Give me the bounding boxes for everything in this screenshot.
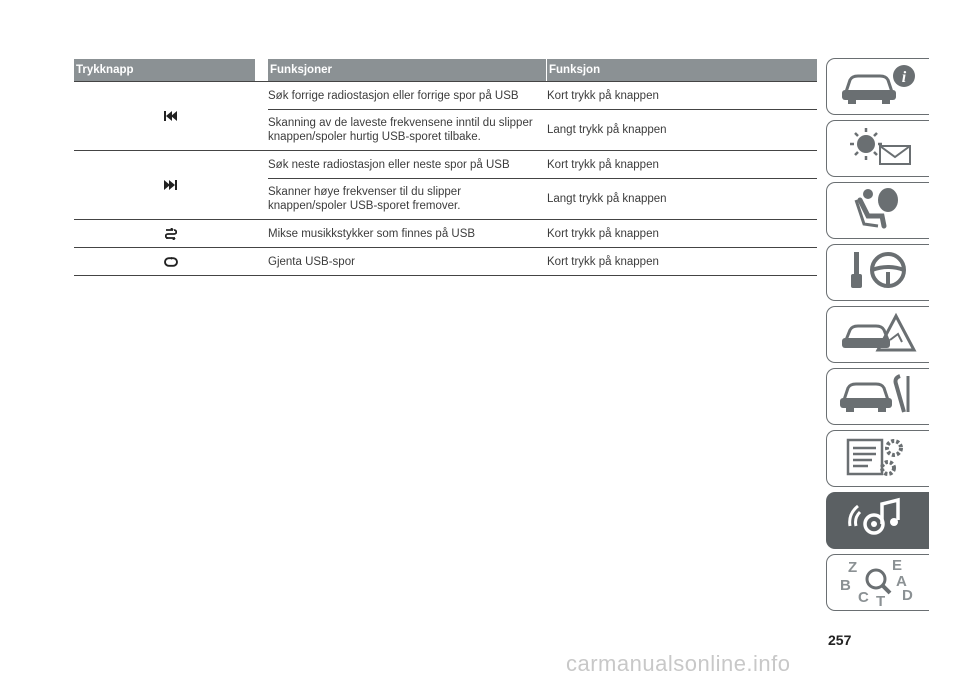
table-row-group <box>74 220 817 248</box>
car-maintenance-wrench-icon <box>838 372 918 421</box>
table-row <box>268 178 817 219</box>
function-text: Søk neste radiostasjon eller neste spor på USB <box>268 158 510 171</box>
tab-technical-data[interactable] <box>826 430 929 487</box>
warning-lights-message-icon <box>838 124 918 173</box>
index-letter: E <box>892 556 903 574</box>
shuffle-icon <box>165 228 177 240</box>
tab-index[interactable] <box>826 554 929 611</box>
header-function: Funksjon <box>547 59 817 81</box>
action-text: Kort trykk på knappen <box>547 227 659 240</box>
function-text: Skanner høye frekvenser til du slipper knappen/spoler USB-sporet fremover. <box>268 186 462 212</box>
key-steering-wheel-icon <box>838 248 918 297</box>
button-cell <box>74 220 268 247</box>
table-row <box>268 82 817 109</box>
watermark-text: carmanualsonline.info <box>566 651 791 676</box>
table-row-group <box>74 248 817 276</box>
table-row <box>268 109 817 150</box>
button-cell <box>74 248 268 275</box>
action-text: Kort trykk på knappen <box>547 158 659 171</box>
tab-emergency[interactable] <box>826 306 929 363</box>
table-row <box>268 220 817 247</box>
table-row <box>268 248 817 275</box>
multimedia-music-icon <box>838 496 918 545</box>
tab-warning-lights[interactable] <box>826 120 929 177</box>
function-text: Gjenta USB-spor <box>268 255 355 268</box>
index-letter: C <box>858 588 869 606</box>
seat-airbag-icon <box>838 186 918 235</box>
page-number: 257 <box>828 632 852 648</box>
table-header <box>74 59 817 82</box>
table-row-group <box>74 82 817 151</box>
button-cell <box>74 151 268 219</box>
header-button: Trykknapp <box>74 59 255 81</box>
controls-table <box>74 59 817 276</box>
tab-car-info[interactable] <box>826 58 929 115</box>
function-text: Søk forrige radiostasjon eller forrige spor på USB <box>268 89 519 102</box>
function-text: Mikse musikkstykker som finnes på USB <box>268 227 476 240</box>
action-text: Langt trykk på knappen <box>547 193 667 205</box>
index-letter: D <box>902 586 913 604</box>
action-text: Langt trykk på knappen <box>547 124 667 136</box>
repeat-icon <box>164 257 178 267</box>
skip-back-icon <box>164 111 178 121</box>
technical-data-gears-icon <box>838 434 918 483</box>
table-row-group <box>74 151 817 220</box>
svg-text:i: i <box>901 69 907 86</box>
index-letter: T <box>876 592 886 610</box>
button-cell <box>74 82 268 150</box>
function-text: Skanning av de laveste frekvensene inntil du slipper knappen/spoler hurtig USB-sporet tilbake. <box>268 117 533 143</box>
tab-maintenance[interactable] <box>826 368 929 425</box>
action-text: Kort trykk på knappen <box>547 89 659 102</box>
magnifier-icon <box>838 556 918 607</box>
table-row <box>268 151 817 178</box>
car-info-icon <box>838 62 918 111</box>
breakdown-warning-triangle-icon <box>838 310 918 359</box>
index-letter: Z <box>848 558 858 576</box>
index-letter: B <box>840 576 851 594</box>
tab-multimedia[interactable] <box>826 492 929 549</box>
alphabetical-index-icon <box>838 556 918 610</box>
header-functions: Funksjoner <box>268 59 546 81</box>
index-letter: A <box>896 572 907 590</box>
skip-forward-icon <box>164 180 178 190</box>
tab-starting-driving[interactable] <box>826 244 929 301</box>
tab-safety[interactable] <box>826 182 929 239</box>
action-text: Kort trykk på knappen <box>547 255 659 268</box>
